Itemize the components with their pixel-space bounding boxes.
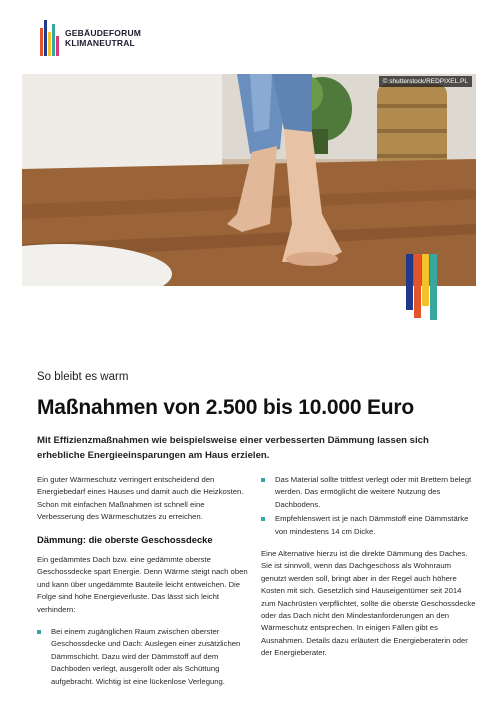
list-item-text: Bei einem zugänglichen Raum zwischen oberster Geschossdecke und Dach: Auslegen einer zusätzlichen Dämmschicht. Dazu wird der Dämmstoff auf dem Dachboden verlegt, ausgerollt oder als Schüttung aufgebracht. Wichtig ist eine lückenlose Verlegung. (51, 627, 241, 686)
article-lead: Mit Effizienzmaßnahmen wie beispielsweise einer verbesserten Dämmung lassen sich erhebliche Energieeinsparungen am Haus erzielen. (37, 435, 429, 461)
photo-credit: © shutterstock/REDPIXEL.PL (379, 76, 472, 87)
section-heading: Dämmung: die oberste Geschossdecke (37, 533, 213, 545)
section-paragraph: Ein gedämmtes Dach bzw. eine gedämmte oberste Geschossdecke spart Energie. Denn Wärme steigt nach oben und kann über ungedämmte Bauteile leicht entweichen. Die Folge sind hohe Energieverluste. Das lässt sich leicht verhindern: (37, 555, 248, 614)
right-column (261, 474, 476, 670)
logo-wordmark (65, 28, 141, 48)
brand-logo (40, 20, 141, 56)
intro-paragraph: Ein guter Wärmeschutz verringert entscheidend den Energiebedarf eines Hauses und damit auch die Heizkosten. Schon mit einfachen Maßnahmen ist schnell eine Verbesserung des Wärmeschutzes zu erreichen. (37, 475, 244, 522)
bullet-square-icon (261, 478, 265, 482)
list-item (37, 626, 252, 688)
list-item-text: Das Material sollte trittfest verlegt oder mit Brettern belegt werden. Das ermöglicht die weitere Nutzung des Dachbodens. (275, 475, 472, 509)
list-item (261, 474, 476, 511)
list-item (261, 513, 476, 538)
bullet-square-icon (37, 630, 41, 634)
logo-line-2: KLIMANEUTRAL (65, 38, 135, 48)
bullet-square-icon (261, 517, 265, 521)
list-item-text: Empfehlenswert ist je nach Dämmstoff eine Dämmstärke von mindestens 14 cm Dicke. (275, 514, 469, 536)
logo-bars-icon (40, 20, 59, 56)
logo-line-1: GEBÄUDEFORUM (65, 28, 142, 38)
article-headline: Maßnahmen von 2.500 bis 10.000 Euro (37, 396, 414, 419)
closing-paragraph: Eine Alternative hierzu ist die direkte Dämmung des Daches. Sie ist sinnvoll, wenn das Dachgeschoss als Wohnraum genutzt werden soll, bringt aber in der Regel auch höhere Kosten mit sich. Gesetzlich sind Hauseigentümer seit 2014 zum Nachrüsten verpflichtet, sollte die oberste Geschossdecke oder das Dach nicht den Mindestanforderungen an den Wärmeschutz entsprechen. In einigen Fällen gibt es Ausnahmen. Details dazu erläutert die Energieberaterin oder der Energieberater. (261, 549, 476, 658)
accent-color-bars (406, 254, 437, 320)
left-column (37, 474, 252, 690)
article-kicker: So bleibt es warm (37, 371, 129, 383)
